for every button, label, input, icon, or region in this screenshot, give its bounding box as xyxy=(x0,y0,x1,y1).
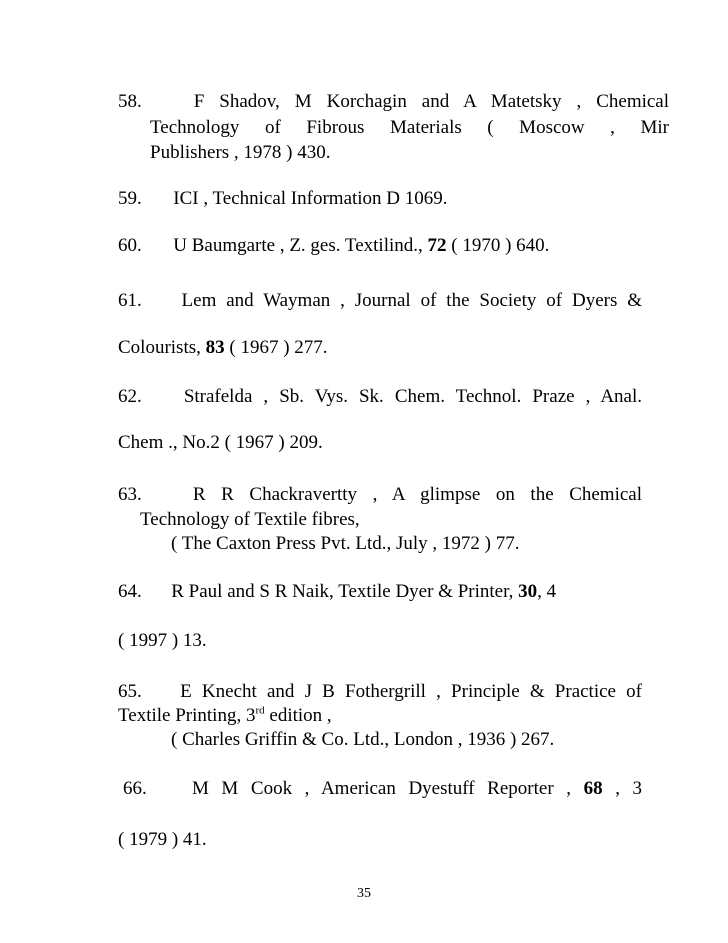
ref-58-line1 xyxy=(118,91,669,113)
page-number: 35 xyxy=(357,886,371,901)
ref-65-text-3: ( Charles Griffin & Co. Ltd., London , 1936 ) 267. xyxy=(171,729,555,750)
ref-66-text: M M Cook , American Dyestuff Reporter , xyxy=(191,778,571,799)
ref-62-text-2: Chem ., No.2 ( 1967 ) 209. xyxy=(118,432,323,453)
ref-61-journal: Colourists, xyxy=(118,337,201,358)
ref-61-volume: 83 xyxy=(205,337,225,358)
ref-66-issue: , 3 xyxy=(615,778,643,799)
ref-58-text-2: Technology of Fibrous Materials ( Moscow , Mir xyxy=(150,117,669,138)
ref-60 xyxy=(118,235,642,257)
ref-58-number: 58. xyxy=(118,91,142,112)
ref-62-number: 62. xyxy=(118,386,142,407)
ref-65-text-2: Textile Printing, 3 xyxy=(118,705,256,726)
ref-63-line3 xyxy=(171,533,695,555)
ref-60-volume: 72 xyxy=(427,235,447,256)
ref-59 xyxy=(118,188,642,210)
ref-63-line1 xyxy=(118,484,642,506)
ref-63-number: 63. xyxy=(118,484,142,505)
ref-63-text-2: Technology of Textile fibres, xyxy=(140,509,360,530)
ref-64-line2 xyxy=(118,630,642,652)
ref-61-number: 61. xyxy=(118,290,142,311)
ref-66-year-page: ( 1979 ) 41. xyxy=(118,829,207,850)
ref-65-line3 xyxy=(171,729,695,751)
ref-63-text-1: R R Chackravertty , A glimpse on the Chemical xyxy=(192,484,643,505)
ref-62-line1 xyxy=(118,386,642,408)
ref-59-text: ICI , Technical Information D 1069. xyxy=(173,188,448,209)
ref-66-number: 66. xyxy=(123,778,147,799)
ref-60-number: 60. xyxy=(118,235,142,256)
ref-62-line2 xyxy=(118,432,642,454)
ref-58-text-3: Publishers , 1978 ) 430. xyxy=(150,142,331,163)
ref-65-edition: edition , xyxy=(264,705,332,726)
ref-60-year-page: ( 1970 ) 640. xyxy=(451,235,550,256)
ref-62-text-1: Strafelda , Sb. Vys. Sk. Chem. Technol. Praze , Anal. xyxy=(183,386,643,407)
ref-65-superscript: rd xyxy=(255,704,265,717)
ref-66-volume: 68 xyxy=(583,778,603,799)
ref-64-number: 64. xyxy=(118,581,142,602)
ref-64-issue: , 4 xyxy=(537,581,557,602)
ref-58-line2 xyxy=(150,117,669,139)
ref-60-text: U Baumgarte , Z. ges. Textilind., xyxy=(173,235,423,256)
ref-64-volume: 30 xyxy=(518,581,538,602)
ref-65-text-1: E Knecht and J B Fothergrill , Principle & Practice of xyxy=(180,681,642,702)
ref-65-number: 65. xyxy=(118,681,142,702)
ref-61-line2 xyxy=(118,337,642,359)
ref-65-line1 xyxy=(118,681,642,703)
ref-63-line2 xyxy=(140,509,664,531)
ref-65-line2 xyxy=(118,705,642,727)
ref-61-line1 xyxy=(118,290,642,312)
ref-64-line1 xyxy=(118,581,642,603)
ref-61-year-page: ( 1967 ) 277. xyxy=(229,337,328,358)
ref-64-year-page: ( 1997 ) 13. xyxy=(118,630,207,651)
ref-66-line1 xyxy=(123,778,642,800)
ref-61-text-1: Lem and Wayman , Journal of the Society of Dyers & xyxy=(181,290,643,311)
ref-63-text-3: ( The Caxton Press Pvt. Ltd., July , 1972 ) 77. xyxy=(171,533,520,554)
ref-58-text-1: F Shadov, M Korchagin and A Matetsky , Chemical xyxy=(193,91,670,112)
ref-66-line2 xyxy=(118,829,642,851)
ref-59-number: 59. xyxy=(118,188,142,209)
ref-58-line3 xyxy=(150,142,674,164)
ref-64-text: R Paul and S R Naik, Textile Dyer & Printer, xyxy=(171,581,514,602)
